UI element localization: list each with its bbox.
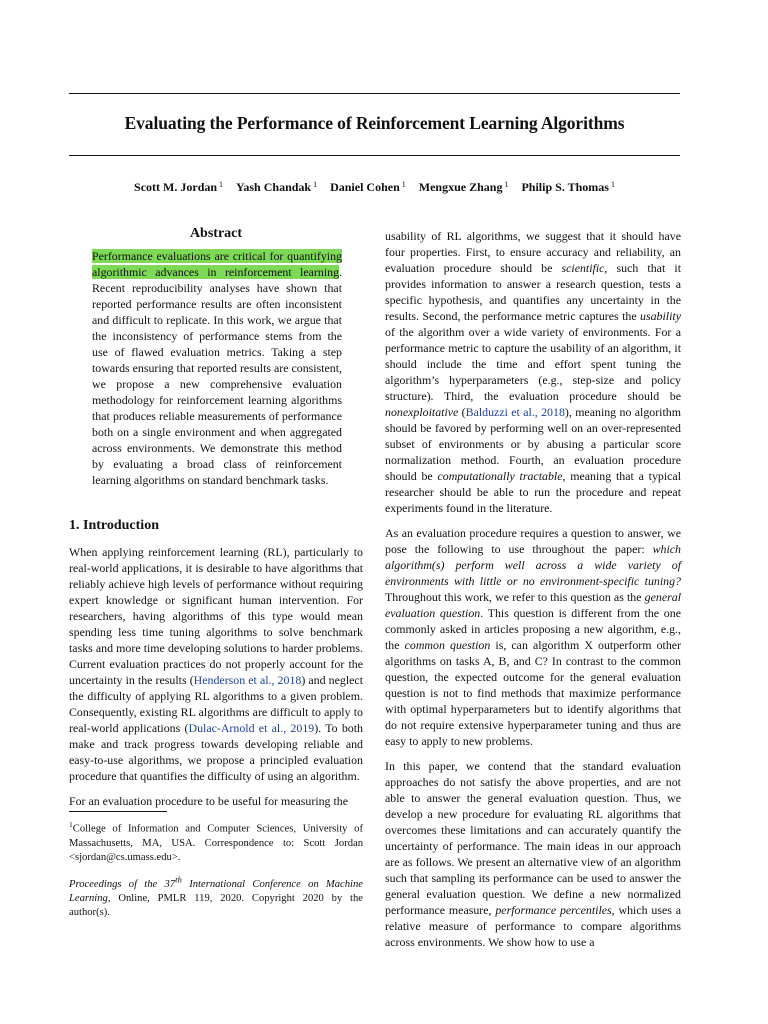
right-column [385,228,681,959]
author: Mengxue Zhang $^1$ [418,180,509,194]
citation-link[interactable]: Dulac-Arnold et al., 2019 [188,721,315,735]
title-bottom-rule [69,155,680,156]
author: Philip S. Thomas $^1$ [521,180,615,194]
author: Daniel Cohen $^1$ [330,180,406,194]
abstract-body: Performance evaluations are critical for quantifying algorithmic advances in reinforcement learning. Recent reproducibility analyses have shown that reported performance results are often inconsistent and difficult to replicate. In this work, we argue that the inconsistency of performance stems from the use of flawed evaluation metrics. Taking a step towards ensuring that reported results are consistent, we propose a new comprehensive evaluation methodology for reinforcement learning algorithms that produces reliable measurements of performance both on a single environment and when aggregated across environments. We demonstrate this method by evaluating a broad class of reinforcement learning algorithms on standard benchmark tasks. [92,249,342,487]
highlighted-text[interactable]: Performance evaluations are critical for quantifying algorithmic advances in reinforcement learning [92,249,342,279]
footnote: $^1$College of Information and Computer Sciences, University of Massachusetts, MA, USA. Correspondence to: Scott Jordan <sjordan@cs.umass.edu>. [69,820,363,863]
section-heading: 1. Introduction [69,518,159,533]
author-list [69,180,680,195]
body-paragraph: As an evaluation procedure requires a question to answer, we pose the following to use throughout the paper: which algorithm(s) perform well across a wide variety of environments with little or no environment-specific tuning? Throughout this work, we refer to this question as the general evaluation question. This question is different from the one commonly asked in articles proposing a new algorithm, e.g., the common question is, can algorithm X outperform other algorithms on tasks A, B, and C? In contrast to the common question, the expected outcome for the general evaluation question is not to find methods that maximize performance with optimal hyperparameters but to identify algorithms that do not require extensive hyperparameter tuning and thus are easy to apply to new problems. [385,526,682,748]
citation-link[interactable]: Balduzzi et al., 2018 [465,405,565,419]
body-paragraph: In this paper, we contend that the standard evaluation approaches do not satisfy the above properties, and are not able to answer the general evaluation question. Thus, we develop a new procedure for evaluating RL algorithms that overcomes these limitations and can accurately quantify the uncertainty of performance. The main ideas in our approach are as follows. We present an alternative view of an algorithm such that sampling its performance can be used to answer the general evaluation question. We define a new normalized performance measure, performance percentiles, which uses a relative measure of performance to compare algorithms across environments. We show how to use a [385,759,681,949]
author: Scott M. Jordan $^1$ [134,180,224,194]
top-rule [69,93,680,94]
citation-link[interactable]: Henderson et al., 2018 [193,673,302,687]
left-column [69,226,363,920]
abstract-heading: Abstract [189,226,243,241]
footnote-rule [69,811,167,812]
proceedings-note: Proceedings of the 37th International Conference on Machine Learning, Online, PMLR 119, 2020. Copyright 2020 by the author(s). [69,874,363,919]
intro-paragraph: When applying reinforcement learning (RL), particularly to real-world applications, it is desirable to have algorithms that reliably achieve high levels of performance without requiring expert knowledge or significant human intervention. For researchers, having algorithms of this type would mean spending less time tuning algorithms to solve benchmark tasks and more time developing solutions to harder problems. Current evaluation practices do not properly account for the uncertainty in the results (Henderson et al., 2018) and neglect the difficulty of applying RL algorithms to a given problem. Consequently, existing RL algorithms are difficult to apply to real-world applications (Dulac-Arnold et al., 2019). To both make and track progress towards developing reliable and easy-to-use algorithms, we propose a principled evaluation procedure that quantifies the difficulty of using an algorithm. [69,545,363,783]
paper-title: Evaluating the Performance of Reinforcement Learning Algorithms [124,113,625,133]
body-paragraph: usability of RL algorithms, we suggest that it should have four properties. First, to ensure accuracy and reliability, an evaluation procedure should be scientific, such that it provides information to answer a research question, tests a specific hypothesis, and quantifies any uncertainty in the results. Second, the performance metric captures the usability of the algorithm over a wide variety of environments. For a performance metric to capture the usability of an algorithm, it should include the time and effort spent tuning the algorithm’s hyperparameters (e.g., step-size and policy structure). Third, the evaluation procedure should be nonexploitative (Balduzzi et al., 2018), meaning no algorithm should be favored by performing well on an over-represented subset of environments or by abusing a particular score normalization method. Fourth, an evaluation procedure should be computationally tractable, meaning that a typical researcher should be able to run the procedure and repeat experiments found in the literature. [385,229,681,515]
intro-paragraph: For an evaluation procedure to be useful for measuring the [69,794,349,808]
author: Yash Chandak $^1$ [236,180,318,194]
